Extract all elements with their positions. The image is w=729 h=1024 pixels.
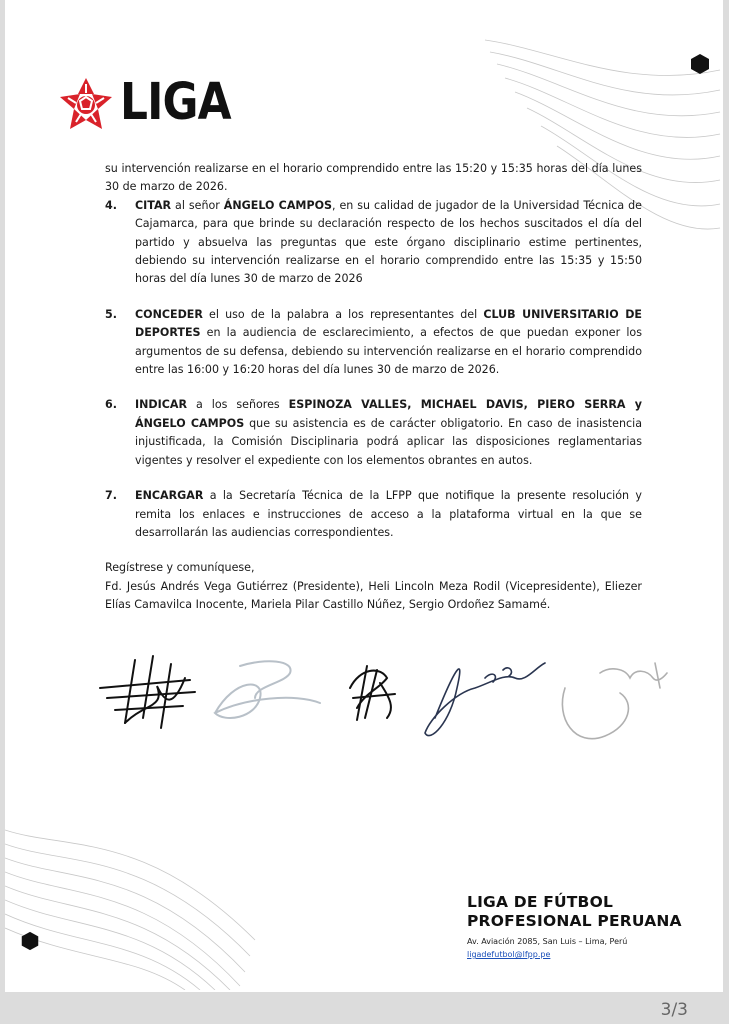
- signers-list: Fd. Jesús Andrés Vega Gutiérrez (Presidente), Heli Lincoln Meza Rodil (Vicepresidente), Eliezer Elías Camavilca Inocente, Mariela Pilar Castillo Núñez, Sergio Ordoñez Samamé.: [105, 579, 642, 612]
- list-item: [105, 396, 642, 470]
- footer: [467, 893, 682, 959]
- org-address: Av. Aviación 2085, San Luis – Lima, Perú: [467, 937, 628, 946]
- signature-2: [215, 661, 320, 718]
- item-text: INDICAR a los señores ESPINOZA VALLES, MICHAEL DAVIS, PIERO SERRA y ÁNGELO CAMPOS que su asistencia es de carácter obligatorio. En caso de inasistencia injustificada, la Comisión Disciplinaria podrá aplicar las disposiciones reglamentarias vigentes y resolver el expediente con los elementos obrantes en autos.: [135, 398, 642, 467]
- item-text: CONCEDER el uso de la palabra a los representantes del CLUB UNIVERSITARIO DE DEPORTES en la audiencia de esclarecimiento, a efectos de que puedan exponer los argumentos de su defensa, debiendo su intervención realizarse en el horario comprendido entre las 16:00 y 16:20 horas del día lunes 30 de marzo de 2026.: [135, 307, 642, 377]
- org-name-line2: PROFESIONAL PERUANA: [467, 912, 682, 930]
- page-indicator: 3/3: [660, 1000, 688, 1020]
- org-email-link[interactable]: ligadefutbol@lfpp.pe: [467, 950, 551, 959]
- signatures: [95, 648, 675, 758]
- list-item: [105, 306, 642, 380]
- org-name-line1: LIGA DE FÚTBOL: [467, 893, 614, 911]
- item-number: 4.: [105, 198, 117, 212]
- item-text: ENCARGAR a la Secretaría Técnica de la LFPP que notifique la presente resolución y remita los enlaces e instrucciones de acceso a la plataforma virtual en la que se desarrollarán las audiencias correspondientes.: [135, 489, 642, 539]
- star-emblem-icon: [58, 76, 114, 132]
- signature-4: [425, 663, 545, 736]
- logo-wordmark: LIGA: [120, 73, 231, 132]
- item-number: 5.: [105, 307, 117, 321]
- item-number: 6.: [105, 398, 117, 412]
- closing-line: Regístrese y comuníquese,: [105, 561, 255, 575]
- item-number: 7.: [105, 489, 117, 503]
- resolution-body: [105, 160, 642, 615]
- decorative-lines-bottom: [5, 790, 265, 990]
- hexagon-icon: [688, 52, 712, 76]
- signature-5: [562, 663, 667, 739]
- hexagon-icon: [19, 930, 41, 952]
- signature-3: [350, 666, 395, 720]
- signature-1: [100, 656, 195, 728]
- list-item: [105, 197, 642, 289]
- item-text: CITAR al señor ÁNGELO CAMPOS, en su calidad de jugador de la Universidad Técnica de Cajamarca, para que brinde su declaración respecto de los hechos suscitados el día del partido y absuelva las preguntas que este órgano disciplinario estime pertinentes, debiendo su intervención realizarse en el horario comprendido entre las 15:35 y 15:50 horas del día lunes 30 de marzo de 2026: [135, 198, 643, 286]
- document-page: [5, 0, 723, 992]
- continuation-paragraph: su intervención realizarse en el horario comprendido entre las 15:20 y 15:35 horas del día lunes 30 de marzo de 2026.: [105, 162, 642, 194]
- list-item: [105, 487, 642, 542]
